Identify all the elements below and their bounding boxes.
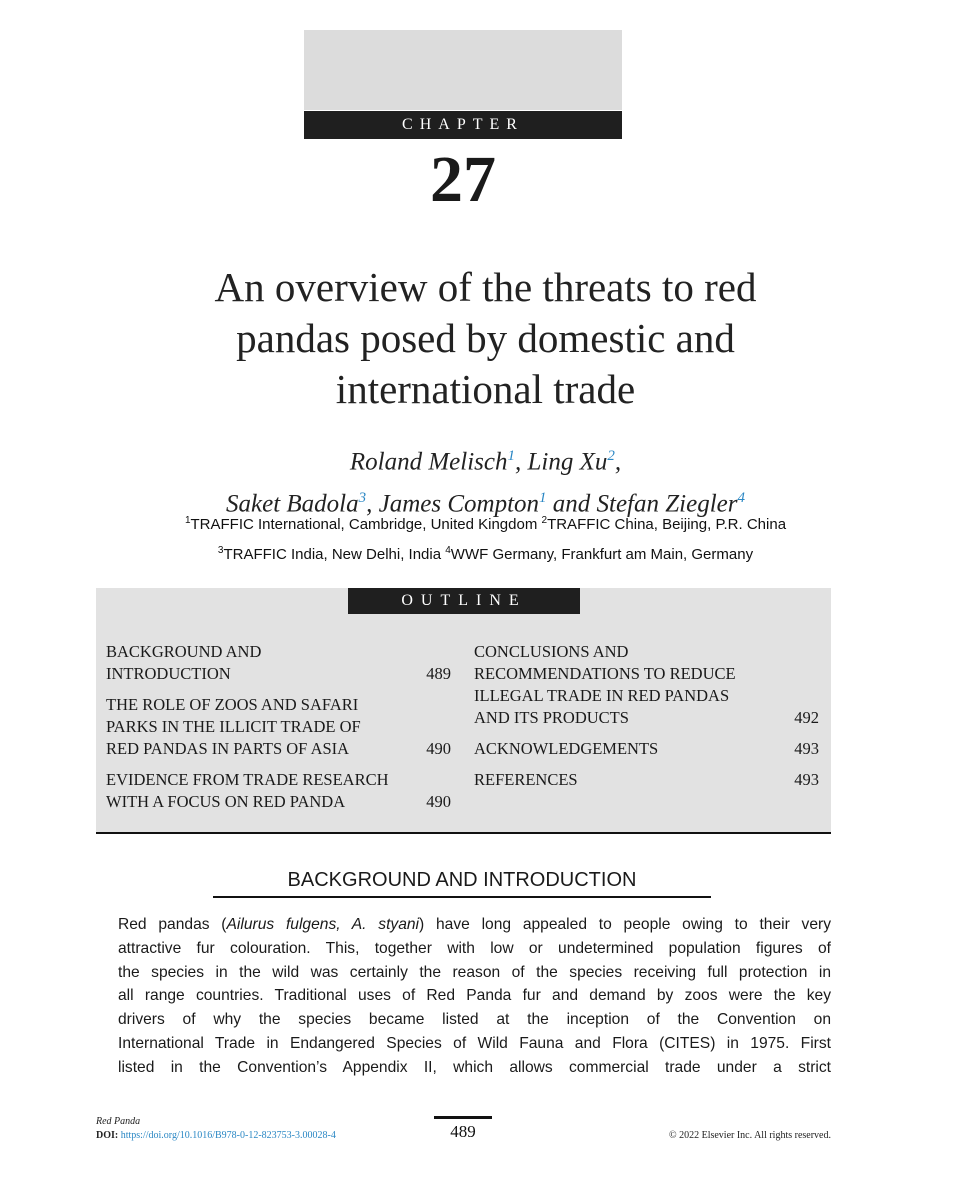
- outline-entry-page: 490: [426, 792, 451, 811]
- outline-entry[interactable]: [106, 694, 451, 760]
- outline-column-right: [474, 641, 819, 800]
- author-name: Ling Xu: [527, 448, 608, 476]
- title-line: pandas posed by domestic and: [236, 315, 735, 361]
- body-line: the species in the wild was certainly the reason of the species receiving full protection in: [118, 963, 831, 981]
- outline-column-left: [106, 641, 451, 822]
- affiliation-number: 3: [217, 545, 224, 556]
- body-line: Red pandas (Ailurus fulgens, A. styani) have long appealed to people owing to their very: [118, 916, 832, 933]
- affiliation-marker[interactable]: 1: [539, 490, 547, 507]
- outline-entry-title: CONCLUSIONS AND RECOMMENDATIONS TO REDUCE ILLEGAL TRADE IN RED PANDAS AND ITS PRODUCTS: [474, 642, 736, 727]
- affiliation-text: TRAFFIC International, Cambridge, United Kingdom: [190, 516, 538, 533]
- footer-rule: [434, 1116, 492, 1119]
- species-name: Ailurus fulgens, A. styani: [226, 916, 420, 933]
- outline-entry-title: REFERENCES: [474, 770, 578, 789]
- affiliation-number: 1: [184, 515, 191, 526]
- outline-entry-page: 493: [794, 770, 819, 789]
- outline-entry-title: ACKNOWLEDGEMENTS: [474, 739, 659, 758]
- outline-entry[interactable]: [106, 769, 451, 813]
- outline-entry-page: 490: [426, 739, 451, 758]
- affiliation-marker[interactable]: 4: [737, 490, 745, 507]
- outline-label: OUTLINE: [348, 588, 580, 614]
- affiliation-text: TRAFFIC India, New Delhi, India: [223, 546, 442, 563]
- footer-doi: [96, 1130, 336, 1141]
- footer-book-title: Red Panda: [96, 1116, 141, 1127]
- body-line: drivers of why the species became listed at the inception of the Convention on: [118, 1011, 831, 1029]
- body-paragraph: [96, 913, 831, 1080]
- outline-entry-title: THE ROLE OF ZOOS AND SAFARI PARKS IN THE ILLICIT TRADE OF RED PANDAS IN PARTS OF ASIA: [106, 695, 361, 758]
- affiliation-number: 2: [541, 515, 548, 526]
- body-line: attractive fur colouration. This, together with low or undetermined population figures of: [118, 939, 831, 957]
- copyright-notice: © 2022 Elsevier Inc. All rights reserved.: [668, 1130, 831, 1141]
- chapter-number: 27: [430, 143, 496, 216]
- title-line: An overview of the threats to red: [214, 264, 757, 310]
- author-conjunction: and: [552, 490, 591, 518]
- author-list: Roland Melisch$^1$, Ling Xu$^2$, Saket Badola$^3$, James Compton$^1$ and Stefan Ziegler$^4$: [226, 448, 745, 518]
- title-line: international trade: [335, 366, 636, 412]
- section-heading: BACKGROUND AND INTRODUCTION: [213, 866, 711, 898]
- outline-entry-title: EVIDENCE FROM TRADE RESEARCH WITH A FOCUS ON RED PANDA: [106, 770, 389, 811]
- affiliation-marker[interactable]: 2: [607, 448, 615, 464]
- affiliation-marker[interactable]: 3: [358, 490, 367, 507]
- outline-entry[interactable]: [474, 738, 819, 760]
- author-name: Roland Melisch: [349, 448, 508, 476]
- outline-entry-page: 489: [426, 664, 451, 683]
- outline-entry-title: BACKGROUND AND INTRODUCTION: [106, 642, 262, 683]
- body-line: all range countries. Traditional uses of Red Panda fur and demand by zoos were the key: [118, 987, 831, 1005]
- author-name: Stefan Ziegler: [596, 490, 738, 518]
- author-name: James Compton: [378, 490, 540, 518]
- body-line: International Trade in Endangered Species of Wild Fauna and Flora (CITES) in 1975. First: [118, 1034, 831, 1052]
- affiliation-list: [60, 508, 911, 568]
- affiliation-marker[interactable]: 1: [507, 448, 515, 464]
- outline-entry[interactable]: [474, 769, 819, 791]
- doi-label: DOI:: [96, 1130, 119, 1141]
- outline-entry-page: 492: [794, 708, 819, 727]
- author-name: Saket Badola: [226, 490, 359, 518]
- outline-entry[interactable]: [106, 641, 451, 685]
- chapter-label: CHAPTER: [304, 111, 622, 139]
- outline-entry-page: 493: [794, 739, 819, 758]
- outline-entry[interactable]: [474, 641, 819, 729]
- page-number: 489: [450, 1122, 476, 1141]
- affiliation-number: 4: [445, 545, 451, 556]
- doi-link[interactable]: https://doi.org/10.1016/B978-0-12-823753-3.00028-4: [120, 1130, 336, 1141]
- body-line: listed in the Convention’s Appendix II, which allows commercial trade under a strict: [118, 1058, 831, 1076]
- affiliation-text: WWF Germany, Frankfurt am Main, Germany: [450, 546, 754, 563]
- affiliation-text: TRAFFIC China, Beijing, P.R. China: [547, 516, 787, 533]
- chapter-header-box: [304, 30, 622, 110]
- chapter-title: [80, 262, 891, 415]
